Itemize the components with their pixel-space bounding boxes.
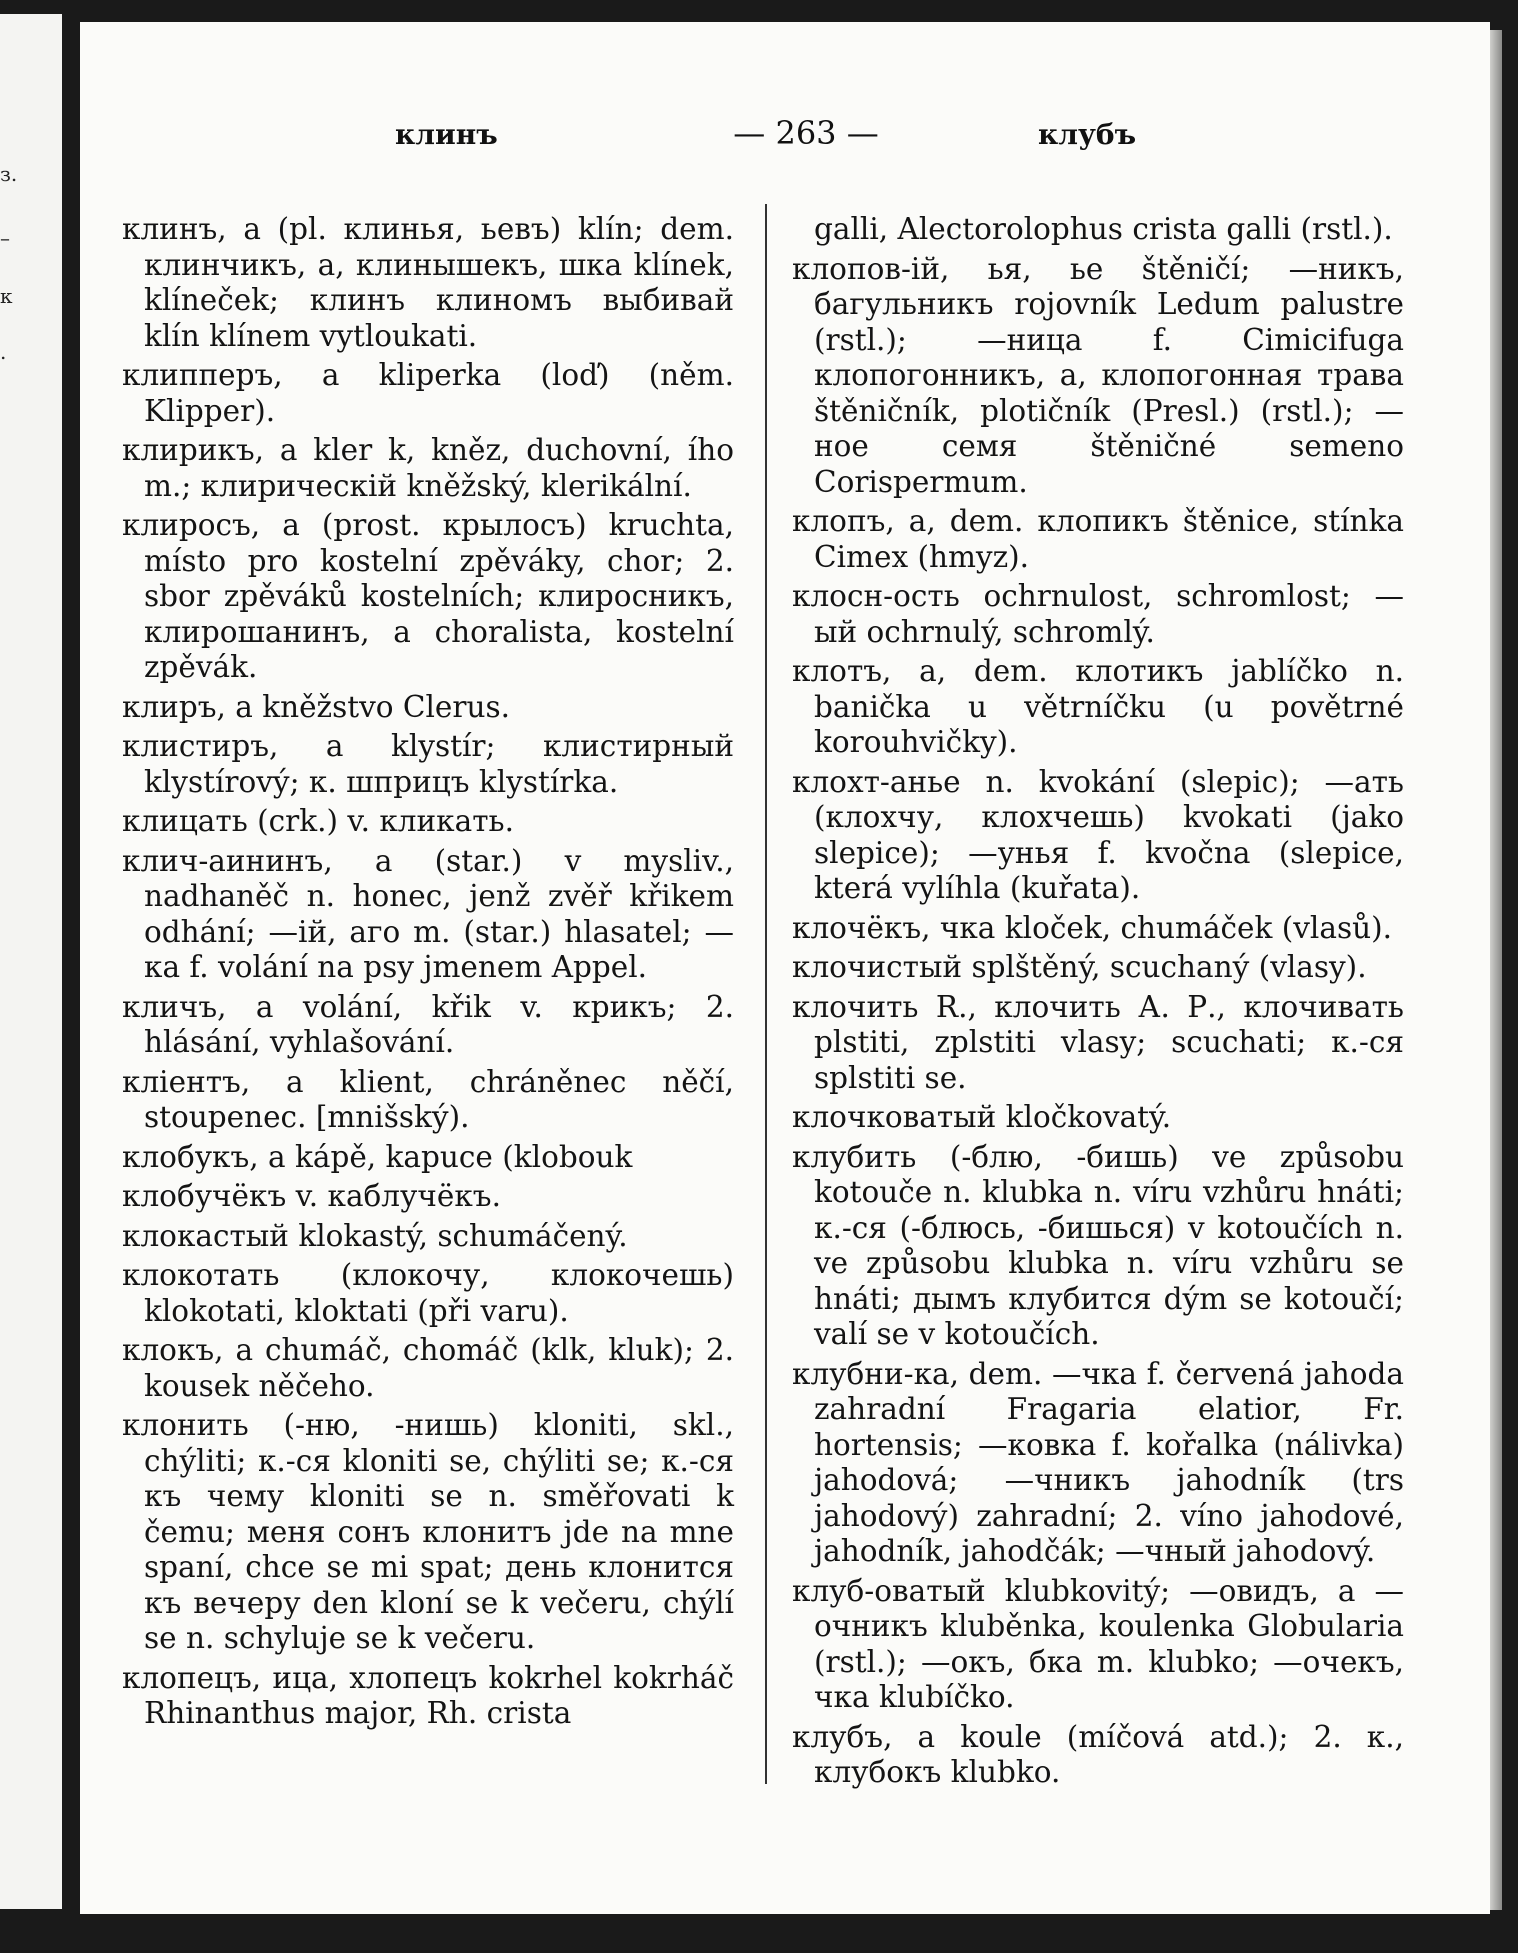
dictionary-entry: клосн-ость ochrnulost, schromlost; —ый ochrnulý, schromlý. [792, 579, 1404, 649]
dictionary-entry: клочковатый kločkovatý. [792, 1100, 1172, 1134]
header-right-guide-word: клубъ [1038, 118, 1137, 151]
dictionary-entry: клокастый klokastý, schumáčený. [122, 1218, 628, 1253]
page-number: — 263 — [733, 114, 879, 152]
dictionary-entry: клочить R., клочить А. Р., клочивать plstiti, zplstiti vlasy; scuchati; к.-ся splstiti se. [792, 989, 1404, 1095]
dictionary-entry: galli, Alectorolophus crista galli (rstl.). [814, 212, 1393, 246]
dictionary-entry: клуб-оватый klubkovitý; —овидъ, а —очникъ kluběnka, koulenka Globularia (rstl.); —окъ, бка m. klubko; —очекъ, чка klubíčko. [792, 1573, 1404, 1714]
dictionary-entry: клирикъ, а kler k, kněz, duchovní, íhо m.; клирическій kněžský, klerikální. [122, 433, 734, 503]
previous-page-edge [0, 14, 62, 1909]
dictionary-entry: клочёкъ, чка kloček, chumáček (vlasů). [792, 910, 1392, 945]
dictionary-entry: клубни-ка, dem. —чка f. červená jahoda zahradní Fragaria elatior, Fr. hortensis; —ковка f. kořalka (nálivka) jahodová; —чникъ jahodník (trs jahodový) zahradní; 2. víno jahodové, jahodník, jahodčák; —чный jahodový. [792, 1356, 1404, 1568]
dictionary-entry: клубить (-блю, -бишь) ve způsobu kotouče n. klubka n. víru vzhůru hnáti; к.-ся (-блюсь, -бишься) v kotoučích n. ve způsobu klubka n. víru vzhůru se hnáti; дымъ клубится dým se kotoučí; valí se v kotoučích. [792, 1139, 1404, 1351]
dictionary-entry: кліентъ, а klient, chráněnec něčí, stoupenec. [mnišský). [122, 1064, 734, 1134]
dictionary-entry: клопецъ, ица, хлопецъ kokrhel kokrháč Rhinanthus major, Rh. crista [122, 1660, 734, 1730]
dictionary-entry: клицать (crk.) v. кликать. [122, 804, 514, 838]
prev-page-mark: – [0, 226, 10, 250]
prev-page-mark: з. [0, 162, 18, 186]
dictionary-entry: клистиръ, а klystír; клистирный klystírový; к. шприцъ klystírka. [122, 729, 734, 799]
dictionary-entry: клинъ, а (pl. клинья, ьевъ) klín; dem. клинчикъ, а, клинышекъ, шка klínek, klíneček; клинъ клиномъ выбивай klín klínem vytloukati. [122, 212, 734, 353]
dictionary-entry: клиръ, а kněžstvo Clerus. [122, 689, 510, 724]
dictionary-entry: клобукъ, а kápě, kapuce (klobouk [122, 1139, 633, 1174]
prev-page-mark: к [0, 284, 13, 308]
dictionary-entry: клохт-анье n. kvokání (slepic); —ать (клохчу, клохчешь) kvokati (jako slepice); —унья f. kvočna (slepice, která vylíhla (kuřata). [792, 764, 1404, 905]
dictionary-entry: клонить (-ню, -нишь) kloniti, skl., chýliti; к.-ся kloniti se, chýliti se; к.-ся къ чему kloniti se n. směřovati k čemu; меня сонъ клонитъ jde na mne spaní, chce se mi spat; день клонится къ вечеру den kloní se k večeru, chýlí se n. schyluje se k večeru. [122, 1408, 734, 1655]
dictionary-entry: клопъ, а, dem. клопикъ štěnice, stínka Cimex (hmyz). [792, 504, 1404, 574]
dictionary-entry: клокотать (клокочу, клокочешь) klokotati, kloktati (při varu). [122, 1258, 734, 1328]
header-left-guide-word: клинъ [395, 118, 498, 151]
dictionary-entry: клич-аининъ, а (star.) v mysliv., nadhaněč n. honec, jenž zvěř křikem odhání; —ій, аго m. (star.) hlasatel; —ка f. volání na psy jmenem Appel. [122, 843, 734, 984]
left-column [122, 212, 734, 1736]
dictionary-entry: клобучёкъ v. каблучёкъ. [122, 1179, 501, 1213]
page-edge-shadow [1490, 30, 1502, 1910]
dictionary-entry: клокъ, а chumáč, chomáč (klk, kluk); 2. kousek něčeho. [122, 1333, 734, 1403]
dictionary-entry: клочистый splštěný, scuchaný (vlasy). [792, 950, 1367, 984]
prev-page-mark: . [0, 340, 7, 364]
right-column [792, 212, 1404, 1795]
dictionary-entry: клопов-ій, ья, ье štěničí; —никъ, багульникъ rojovník Ledum palustre (rstl.); —ница f. Cimicifuga клопогонникъ, а, клопогонная трава štěničník, plotičník (Presl.) (rstl.); —ное семя štěničné semeno Corispermum. [792, 251, 1404, 499]
dictionary-entry: кличъ, а volání, křik v. крикъ; 2. hlásání, vyhlašování. [122, 989, 734, 1059]
dictionary-page [80, 22, 1490, 1914]
dictionary-entry: клиросъ, а (prost. крылосъ) kruchta, místo pro kostelní zpěváky, chor; 2. sbor zpěváků kostelních; клиросникъ, клирошанинъ, а choralista, kostelní zpěvák. [122, 508, 734, 684]
dictionary-entry: клотъ, а, dem. клотикъ jablíčko n. banička u větrníčku (u povětrné korouhvičky). [792, 654, 1404, 759]
dictionary-entry: клипперъ, а kliperka (loď) (něm. Klipper). [122, 358, 734, 428]
column-divider [765, 204, 767, 1784]
dictionary-entry: клубъ, а koule (míčová atd.); 2. к., клубокъ klubko. [792, 1719, 1404, 1789]
